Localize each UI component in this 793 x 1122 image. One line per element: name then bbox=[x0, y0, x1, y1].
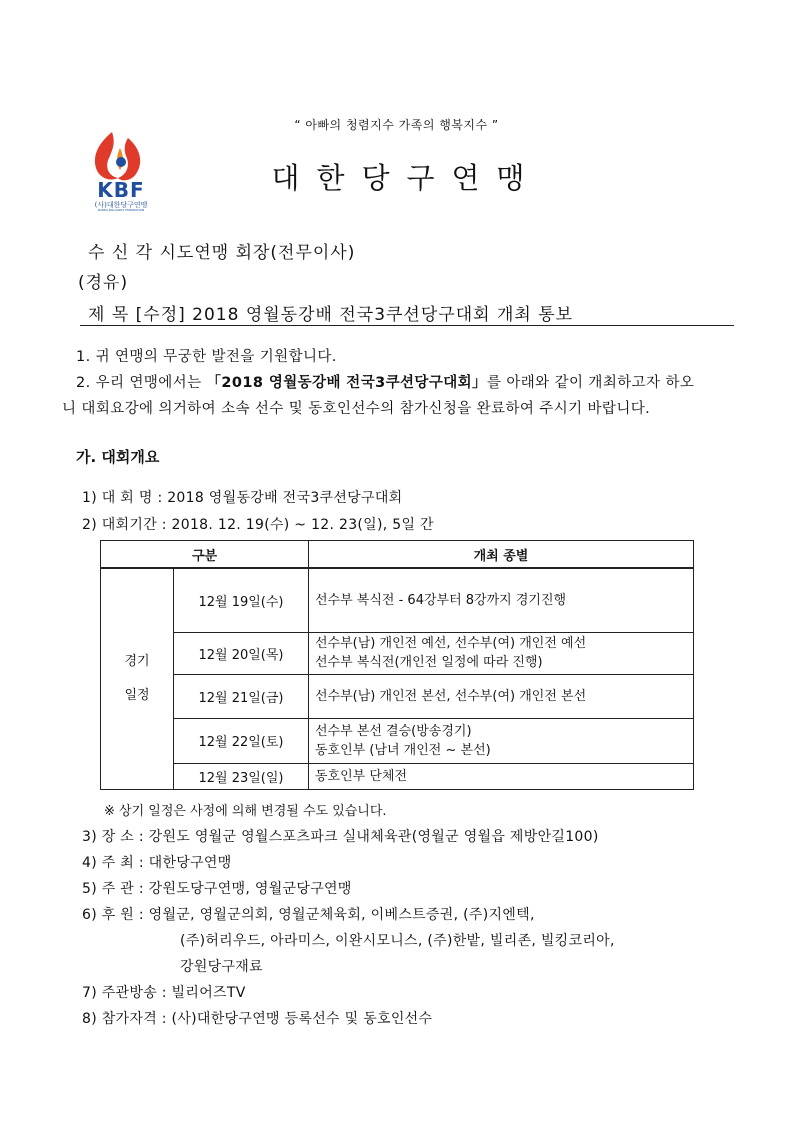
item-event-name bbox=[82, 487, 402, 507]
detail-value: 강원도 영월군 영월스포츠파크 실내체육관(영월군 영월읍 제방안길100) bbox=[148, 829, 599, 845]
schedule-date: 12월 20일(목) bbox=[174, 632, 309, 674]
table-row bbox=[101, 718, 694, 763]
schedule-desc bbox=[309, 568, 694, 632]
item-label: 1) 대 회 명 : bbox=[82, 490, 168, 506]
detail-label: 3) 장 소 : bbox=[82, 829, 149, 845]
detail-label: 6) 후 원 : bbox=[82, 907, 149, 923]
table-header-category: 구분 bbox=[101, 541, 309, 569]
schedule-table bbox=[100, 540, 694, 790]
schedule-desc bbox=[309, 674, 694, 718]
schedule-desc bbox=[309, 718, 694, 763]
desc-line: 선수부(남) 개인전 본선, 선수부(여) 개인전 본선 bbox=[315, 688, 587, 704]
schedule-desc bbox=[309, 763, 694, 789]
desc-line: 선수부 복식전 - 64강부터 8강까지 경기진행 bbox=[315, 592, 567, 608]
table-header-events: 개최 종별 bbox=[309, 541, 694, 569]
schedule-category-cell bbox=[101, 568, 174, 789]
detail-value: 강원도당구연맹, 영월군당구연맹 bbox=[148, 881, 352, 897]
schedule-date: 12월 22일(토) bbox=[174, 718, 309, 763]
schedule-date: 12월 19일(수) bbox=[174, 568, 309, 632]
table-row bbox=[101, 674, 694, 718]
event-name-bold: 「2018 영월동강배 전국3쿠션당구대회」 bbox=[206, 375, 487, 391]
logo-subtext: (사)대한당구연맹 bbox=[94, 201, 148, 209]
detail-value: (사)대한당구연맹 등록선수 및 동호인선수 bbox=[171, 1011, 433, 1027]
detail-sponsor bbox=[82, 904, 535, 924]
table-row bbox=[101, 568, 694, 632]
detail-label: 5) 주 관 : bbox=[82, 881, 149, 897]
table-header-row bbox=[101, 541, 694, 569]
detail-organizer bbox=[82, 878, 352, 898]
detail-label: 7) 주관방송 : bbox=[82, 985, 172, 1001]
schedule-note: ※ 상기 일정은 사정에 의해 변경될 수도 있습니다. bbox=[104, 804, 387, 819]
detail-value: 영월군, 영월군의회, 영월군체육회, 이베스트증권, (주)지엔텍, bbox=[148, 907, 535, 923]
body-paragraph-2 bbox=[76, 371, 694, 392]
item-value: 2018 영월동강배 전국3쿠션당구대회 bbox=[167, 490, 403, 506]
item-value: 2018. 12. 19(수) ~ 12. 23(일), 5일 간 bbox=[171, 517, 434, 533]
detail-broadcast bbox=[82, 982, 246, 1002]
desc-line: 선수부 복식전(개인전 일정에 따라 진행) bbox=[315, 655, 543, 670]
schedule-date: 12월 23일(일) bbox=[174, 763, 309, 789]
memo-recipient: 수 신 각 시도연맹 회장(전무이사) bbox=[88, 243, 356, 263]
desc-line: 동호인부 단체전 bbox=[315, 768, 408, 784]
detail-label: 8) 참가자격 : bbox=[82, 1011, 172, 1027]
detail-value: 대한당구연맹 bbox=[148, 855, 232, 871]
detail-value: 빌리어즈TV bbox=[171, 985, 246, 1001]
logo-text: KBF bbox=[97, 178, 145, 202]
category-line-1: 경기 bbox=[124, 653, 150, 669]
desc-line: 동호인부 (남녀 개인전 ~ 본선) bbox=[315, 742, 491, 758]
memo-via: (경유) bbox=[78, 273, 129, 293]
detail-host bbox=[82, 852, 232, 872]
item-event-period bbox=[82, 514, 434, 534]
schedule-date: 12월 21일(금) bbox=[174, 674, 309, 718]
body-paragraph-3: 니 대회요강에 의거하여 소속 선수 및 동호인선수의 참가신청을 완료하여 주시기 바랍니다. bbox=[62, 401, 651, 417]
body-paragraph-1: 1. 귀 연맹의 무궁한 발전을 기원합니다. bbox=[76, 349, 337, 365]
detail-venue bbox=[82, 826, 599, 846]
desc-line: 선수부(남) 개인전 예선, 선수부(여) 개인전 예선 bbox=[315, 636, 587, 651]
logo-tagline: KOREA BILLIARDS FEDERATION bbox=[97, 208, 145, 212]
subject-divider bbox=[80, 325, 734, 326]
table-row bbox=[101, 763, 694, 789]
section-title: 가. 대회개요 bbox=[76, 448, 160, 466]
organization-title: 대한당구연맹 bbox=[271, 161, 542, 195]
item-label: 2) 대회기간 : bbox=[82, 517, 172, 533]
memo-subject: 제 목 [수정] 2018 영월동강배 전국3쿠션당구대회 개최 통보 bbox=[88, 305, 574, 325]
category-line-2: 일정 bbox=[124, 687, 150, 703]
table-row bbox=[101, 632, 694, 674]
detail-label: 4) 주 최 : bbox=[82, 855, 149, 871]
schedule-desc bbox=[309, 632, 694, 674]
slogan: “ 아빠의 청렴지수 가족의 행복지수 ” bbox=[294, 118, 499, 132]
detail-sponsor-line-2: (주)허리우드, 아라미스, 이완시모니스, (주)한밭, 빌리존, 빌킹코리아, bbox=[180, 933, 615, 949]
p2-pre: 2. 우리 연맹에서는 bbox=[76, 375, 207, 391]
desc-line: 선수부 본선 결승(방송경기) bbox=[315, 723, 472, 739]
detail-eligibility bbox=[82, 1008, 432, 1028]
p2-post: 를 아래와 같이 개최하고자 하오 bbox=[486, 375, 695, 391]
detail-sponsor-line-3: 강원당구재료 bbox=[180, 959, 263, 975]
